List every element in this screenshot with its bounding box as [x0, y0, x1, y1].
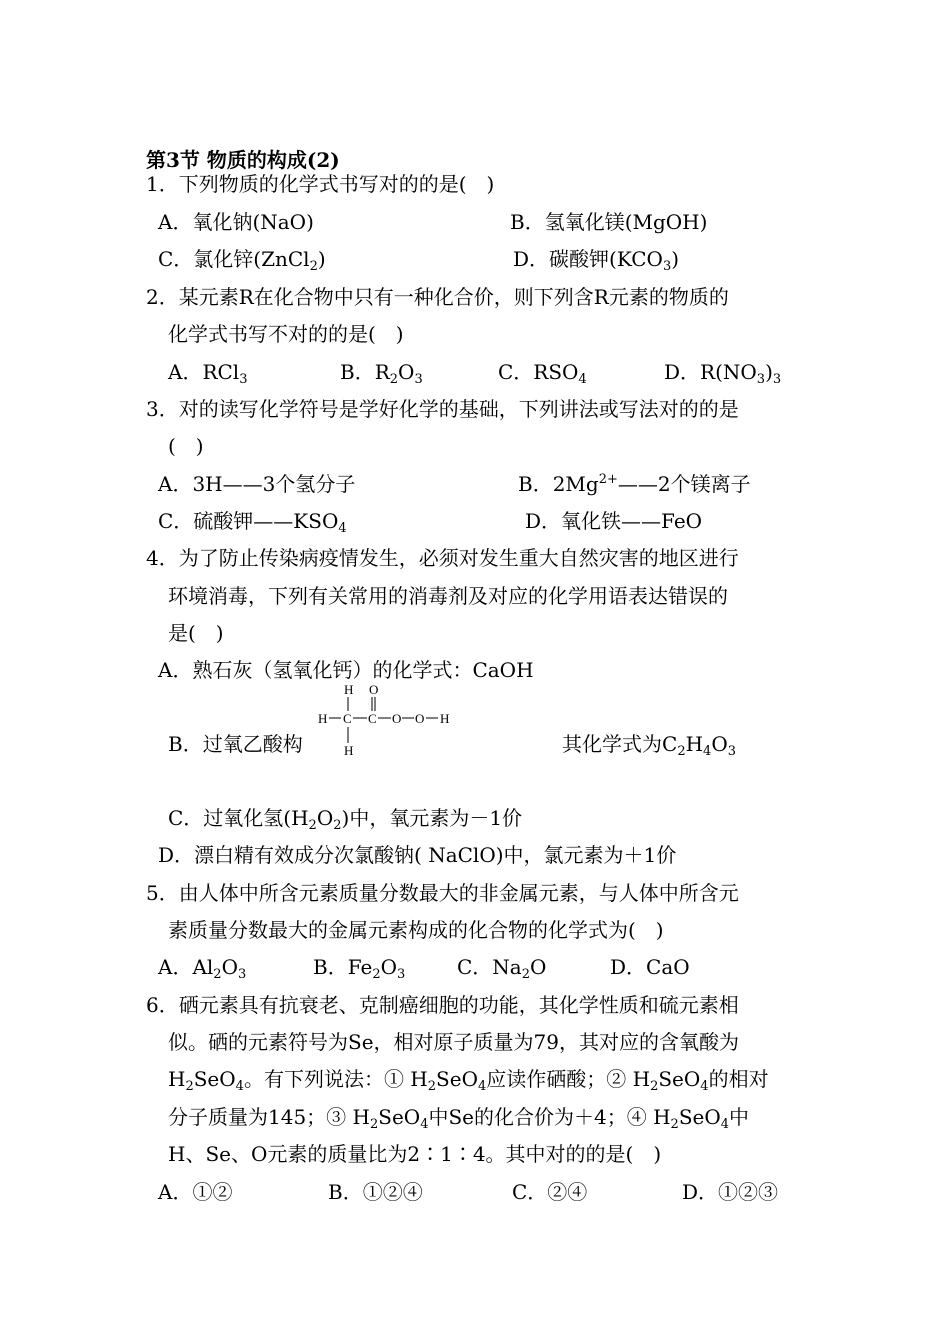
- q4-option-d: D．漂白精有效成分次氯酸钠( NaClO)中，氯元素为＋1价: [158, 843, 677, 867]
- q3-option-c: C．硫酸钾$——KSO_4$: [158, 509, 347, 536]
- q4-stem-line1: 4．为了防止传染病疫情发生，必须对发生重大自然灾害的地区进行: [146, 546, 739, 570]
- struct-o-top: O: [369, 682, 379, 697]
- struct-c1: C: [343, 711, 352, 726]
- q6-option-a: A．①②: [158, 1180, 233, 1204]
- peracetic-acid-structure: [316, 682, 466, 762]
- struct-h-top: H: [344, 682, 354, 697]
- q4-stem-line3: 是( ): [168, 621, 224, 645]
- struct-o1: O: [392, 711, 402, 726]
- struct-h-bottom: H: [344, 743, 354, 758]
- q4-option-a: A．熟石灰（氢氧化钙）的化学式：CaOH: [158, 658, 534, 682]
- q2-option-a: A．RCl$_3$: [168, 360, 248, 387]
- q3-option-d: D．氧化铁——FeO: [525, 509, 703, 533]
- q6-line4: 分子质量为145；③ $H_2SeO_4$中Se的化合价为＋4；④ $H_2SeO_4$中: [168, 1105, 750, 1132]
- struct-c2: C: [368, 711, 377, 726]
- q6-line2: 似。硒的元素符号为Se，相对原子质量为79，其对应的含氧酸为: [168, 1030, 739, 1054]
- q1-option-b: B．氢氧化镁(MgOH): [510, 210, 708, 234]
- q6-line5: H、Se、O元素的质量比为2∶1∶4。其中对的的是( ): [168, 1142, 662, 1166]
- q6-option-d: D．①②③: [682, 1180, 779, 1204]
- q1-stem: 1．下列物质的化学式书写对的的是( ): [146, 172, 495, 196]
- q4-stem-line2: 环境消毒，下列有关常用的消毒剂及对应的化学用语表达错误的: [168, 584, 728, 608]
- q4-option-c: C．过氧化氢$(H_2O_2)$中，氧元素为－1价: [168, 806, 523, 833]
- q5-stem-line2: 素质量分数最大的金属元素构成的化合物的化学式为( ): [168, 918, 664, 942]
- q5-option-a: A．$Al_2O_3$: [158, 955, 247, 982]
- page-title: 第3节 物质的构成(2): [146, 148, 340, 172]
- q1-option-d: D．碳酸钾$(KCO_3)$: [513, 247, 680, 274]
- q4-option-b: B．过氧乙酸构: [168, 732, 303, 756]
- q1-option-c: C．氯化锌(ZnCl$_2$): [158, 247, 326, 274]
- q3-stem-line2: ( ): [168, 434, 204, 458]
- q2-stem-line2: 化学式书写不对的的是( ): [168, 322, 404, 346]
- q6-line1: 6．硒元素具有抗衰老、克制癌细胞的功能，其化学性质和硫元素相: [146, 993, 739, 1017]
- q5-option-c: C．$Na_2O$: [457, 955, 547, 982]
- q4-option-b-formula: 其化学式为$C_2H_4O_3$: [562, 732, 737, 759]
- q2-stem-line1: 2．某元素R在化合物中只有一种化合价，则下列含R元素的物质的: [146, 285, 729, 309]
- q2-option-c: C．$RSO_4$: [498, 360, 587, 387]
- q6-option-c: C．②④: [512, 1180, 588, 1204]
- q5-option-d: D．CaO: [610, 955, 690, 979]
- q3-option-a: A．3H——3个氢分子: [158, 472, 356, 496]
- struct-h-left: H: [318, 711, 328, 726]
- q5-option-b: B．$Fe_2O_3$: [313, 955, 406, 982]
- q1-option-a: A．氧化钠(NaO): [158, 210, 314, 234]
- q3-option-b: B．$2Mg^{2+}——2$个镁离子: [518, 472, 751, 496]
- q6-option-b: B．①②④: [328, 1180, 423, 1204]
- q5-stem-line1: 5．由人体中所含元素质量分数最大的非金属元素，与人体中所含元: [146, 881, 739, 905]
- q3-stem-line1: 3．对的读写化学符号是学好化学的基础，下列讲法或写法对的的是: [146, 397, 739, 421]
- q2-option-b: B．$R_2O_3$: [340, 360, 423, 387]
- q2-option-d: D．$R(NO_3)_3$: [664, 360, 782, 387]
- struct-o2: O: [415, 711, 425, 726]
- q6-line3: $H_2SeO_4$。有下列说法：① $H_2SeO_4$应读作硒酸；② $H_2SeO_4$的相对: [168, 1067, 769, 1094]
- struct-h-right: H: [440, 711, 450, 726]
